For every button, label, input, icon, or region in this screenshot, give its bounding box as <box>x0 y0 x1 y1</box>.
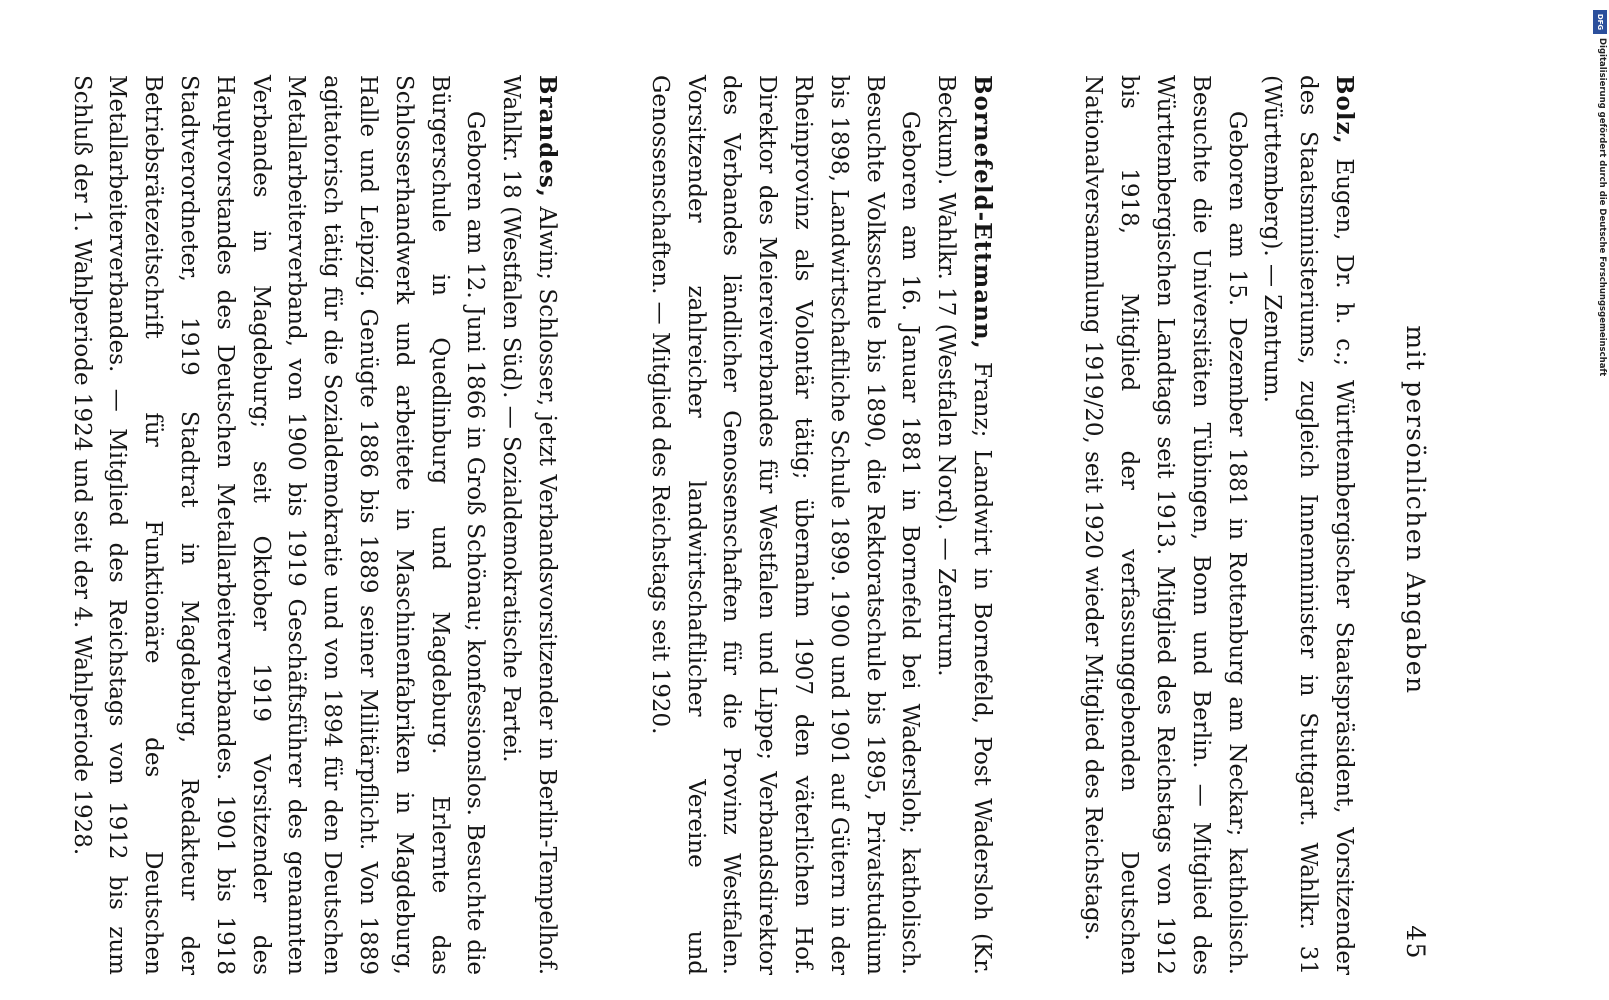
biography-entry-brandes <box>63 75 565 975</box>
entry-paragraph <box>927 75 1000 975</box>
biography-entry-bornefeld-ettmann <box>641 75 1000 975</box>
entry-name: Bolz, <box>1331 75 1358 145</box>
running-title: mit persönlichen Angaben <box>1401 325 1430 695</box>
funding-note-text: Digitalisierung gefördert durch die Deutsche Forschungsgemeinschaft <box>1597 38 1607 377</box>
entry-name: Bornefeld-Ettmann, <box>969 75 996 350</box>
entry-paragraph: Geboren am 15. Dezember 1881 in Rottenburg am Neckar; katholisch. Besuchte die Universitäten Tübingen, Bonn und Berlin. — Mitglied des Württembergischen Landtags seit 1913. Mitglied des Reichstags von 1912 bis 1918, Mitglied der verfassunggebenden Deutschen Nationalversammlung 1919/20, seit 1920 wieder Mitglied des Reichstags. <box>1080 75 1250 975</box>
page-number: 45 <box>1401 925 1430 960</box>
biography-entry-bolz <box>1075 75 1362 975</box>
entry-paragraph <box>1254 75 1362 975</box>
entry-summary: Alwin; Schlosser, jetzt Verbandsvorsitzender in Berlin-Tempelhof. Wahlkr. 18 (Westfalen Süd). — Sozialdemokratische Partei. <box>498 75 560 976</box>
entry-name: Brandes, <box>534 75 561 198</box>
entry-paragraph: Geboren am 12. Juni 1866 in Groß Schönau; konfessionslos. Besuchte die Bürgerschule in Quedlinburg und Magdeburg. Erlernte das Schlosserhandwerk und arbeitete in Maschinenfabriken in Magdeburg, Halle und Leipzig. Genügte 1886 bis 1889 seiner Militärpflicht. Von 1889 agitatorisch tätig für die Sozialdemokratie und von 1894 für den Deutschen Metallarbeiterverband, von 1900 bis 1919 Geschäftsführer des genannten Verbandes in Magdeburg; seit Oktober 1919 Vorsitzender des Hauptvorstandes des Deutschen Metallarbeiterverbandes. 1901 bis 1918 Stadtverordneter, 1919 Stadtrat in Magdeburg, Redakteur der Betriebsrätezeitschrift für Funktionäre des Deutschen Metallarbeiterverbandes. — Mitglied des Reichstags von 1912 bis zum Schluß der 1. Wahlperiode 1924 und seit der 4. Wahlperiode 1928. <box>68 75 489 975</box>
funding-note <box>1593 8 1607 388</box>
entry-paragraph <box>492 75 565 975</box>
entry-summary: Eugen, Dr. h. c.; Württembergischer Staatspräsident, Vorsitzender des Staatsministeriums, zugleich Innenminister in Stuttgart. Wahlkr. 31 (Württemberg). — Zentrum. <box>1259 75 1357 975</box>
running-head <box>1390 60 1430 960</box>
dfg-logo: DFG <box>1593 10 1607 34</box>
entry-paragraph: Geboren am 16. Januar 1881 in Bornefeld bei Wadersloh; katholisch. Besuchte Volksschule bis 1890, die Rektoratschule bis 1895, Privatstudium bis 1898, Landwirtschaftliche Schule 1899. 1900 und 1901 auf Gütern in der Rheinprovinz als Volontär tätig; übernahm 1907 den väterlichen Hof. Direktor des Meiereiverbandes für Westfalen und Lippe; Verbandsdirektor des Verbandes ländlicher Genossenschaften für die Provinz Westfalen. Vorsitzender zahlreicher landwirtschaftlicher Vereine und Genossenschaften. — Mitglied des Reichstags seit 1920. <box>646 75 924 975</box>
entry-summary: Franz; Landwirt in Bornefeld, Post Wadersloh (Kr. Beckum). Wahlkr. 17 (Westfalen Nord). — Zentrum. <box>933 75 995 975</box>
